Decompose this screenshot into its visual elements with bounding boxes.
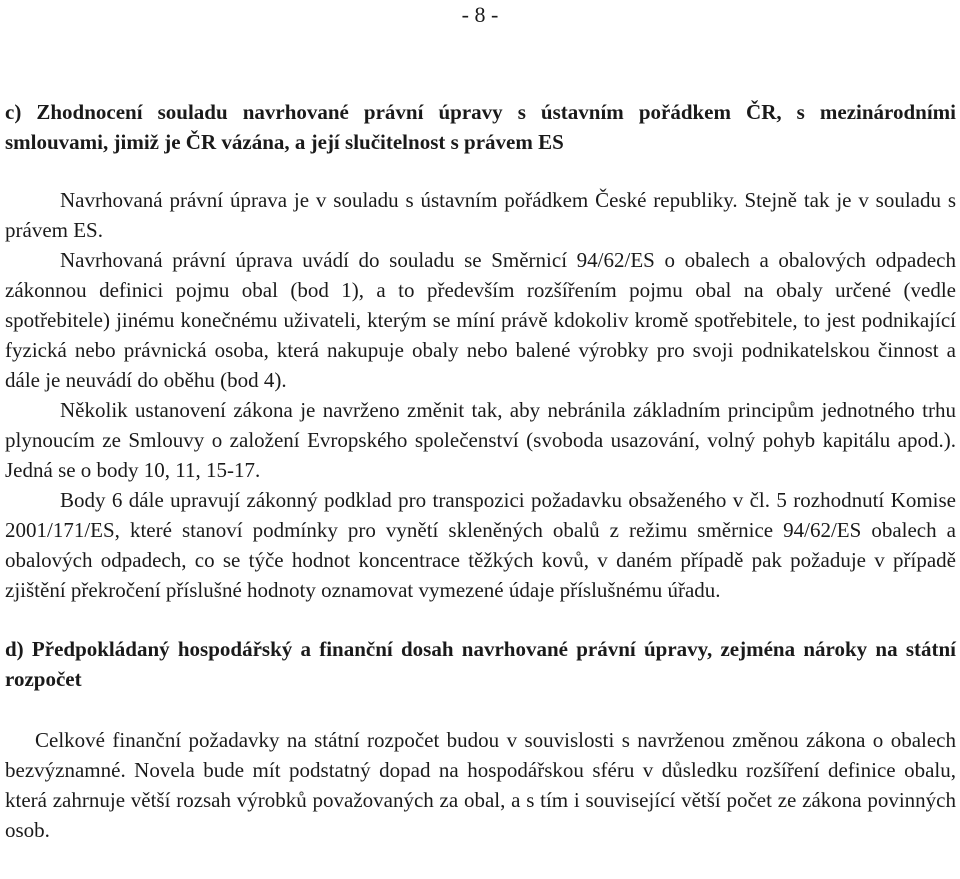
- section-d-heading: d) Předpokládaný hospodářský a finanční dosah navrhované právní úpravy, zejména nároky na státní rozpočet: [5, 637, 956, 691]
- section-c-paragraph-1: Navrhovaná právní úprava je v souladu s ústavním pořádkem České republiky. Stejně tak je v souladu s právem ES.: [5, 188, 956, 242]
- section-c-paragraph-2: Navrhovaná právní úprava uvádí do souladu se Směrnicí 94/62/ES o obalech a obalových odpadech zákonnou definici pojmu obal (bod 1), a to především rozšířením pojmu obal na obaly určené (vedle spotřebitele) jinému konečnému uživateli, kterým se míní právě kdokoliv kromě spotřebitele, to jest podnikající fyzická nebo právnická osoba, která nakupuje obaly nebo balené výrobky pro svoji podnikatelskou činnost a dále je neuvádí do oběhu (bod 4).: [5, 248, 956, 392]
- spacer: [5, 605, 956, 634]
- section-c: [5, 97, 956, 605]
- section-d: [5, 634, 956, 845]
- page-number: - 8 -: [461, 2, 499, 27]
- section-c-heading: c) Zhodnocení souladu navrhované právní úpravy s ústavním pořádkem ČR, s mezinárodními smlouvami, jimiž je ČR vázána, a její slučitelnost s právem ES: [5, 100, 956, 154]
- section-c-paragraph-3: Několik ustanovení zákona je navrženo změnit tak, aby nebránila základním principům jednotného trhu plynoucím ze Smlouvy o založení Evropského společenství (svoboda usazování, volný pohyb kapitálu apod.). Jedná se o body 10, 11, 15-17.: [5, 398, 956, 482]
- section-c-paragraph-4: Body 6 dále upravují zákonný podklad pro transpozici požadavku obsaženého v čl. 5 rozhodnutí Komise 2001/171/ES, které stanoví podmínky pro vynětí skleněných obalů z režimu směrnice 94/62/ES obalech a obalových odpadech, co se týče hodnot koncentrace těžkých kovů, v daném případě pak požaduje v případě zjištění překročení příslušné hodnoty oznamovat vymezené údaje příslušnému úřadu.: [5, 488, 956, 602]
- document-body: [5, 97, 956, 845]
- spacer: [5, 157, 956, 185]
- spacer: [5, 694, 956, 725]
- section-d-paragraph-1: Celkové finanční požadavky na státní rozpočet budou v souvislosti s navrženou změnou zákona o obalech bezvýznamné. Novela bude mít podstatný dopad na hospodářskou sféru v důsledku rozšíření definice obalu, která zahrnuje větší rozsah výrobků považovaných za obal, a s tím i související větší počet ze zákona povinných osob.: [5, 728, 956, 842]
